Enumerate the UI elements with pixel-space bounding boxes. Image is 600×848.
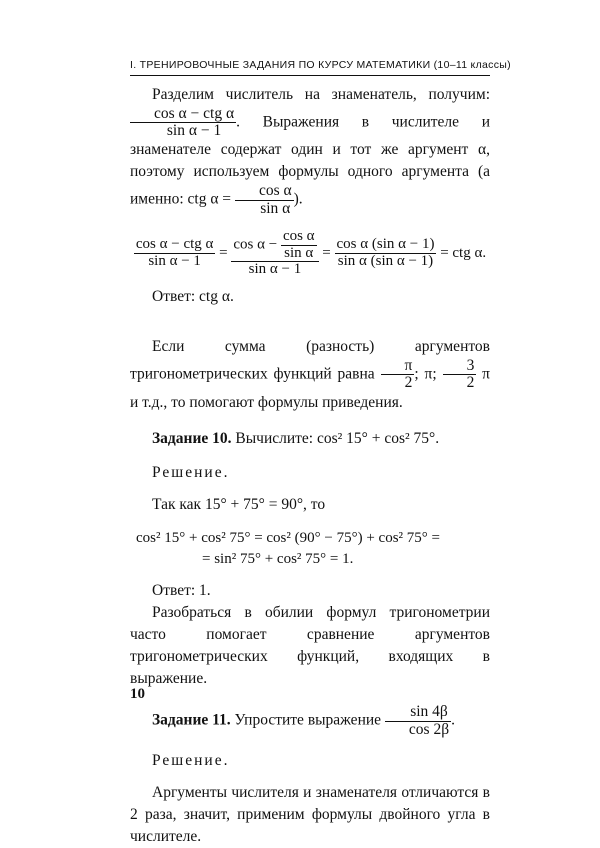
paragraph-reduction-formulas — [130, 336, 490, 414]
formula-simplification — [130, 229, 490, 278]
division-text-end: ). — [293, 190, 303, 208]
reduction-text-1: Если сумма (разность) аргументов тригонометрических функций равна — [130, 338, 490, 383]
fraction-cos-ctg-over-sin — [130, 106, 236, 140]
inner-fraction — [281, 229, 317, 262]
reduction-text-3: π и т.д., то помогают формулы приведения. — [130, 365, 491, 411]
equation-line-2: = sin² 75° + cos² 75° = 1. — [202, 551, 354, 568]
solution-label-11: Решение. — [152, 751, 230, 769]
task-11-end: . — [451, 711, 455, 729]
task-10-label: Задание 10. — [152, 429, 232, 447]
fraction-denominator: cos 2β — [408, 720, 450, 738]
fraction-numerator: cos α — [235, 183, 294, 200]
equals-sign: = — [322, 245, 331, 262]
fraction-denominator: sin α − 1 — [248, 261, 302, 278]
answer-task-10: Ответ: 1. — [152, 582, 211, 600]
fraction-numerator — [231, 229, 318, 263]
fraction-denominator: sin α − 1 — [166, 122, 222, 140]
paragraph-compare-arguments: Разобраться в обилии формул тригонометрии часто помогает сравнение аргументов тригонометрических функций, входящих в выражение. — [130, 604, 490, 688]
fraction-numerator: cos α (sin α − 1) — [336, 236, 435, 253]
paragraph-division — [130, 84, 490, 217]
task-11 — [130, 704, 490, 738]
fraction-denominator: 2 — [466, 374, 475, 392]
paragraph-double-angle: Аргументы числителя и знаменателя отличаются в 2 раза, значит, применим формулы двойного угла в числителе. — [130, 783, 490, 845]
fraction-denominator: sin α — [260, 199, 291, 217]
task-11-label: Задание 11. — [152, 711, 231, 729]
fraction-numerator: cos α − ctg α — [135, 236, 214, 253]
fraction-denominator: sin α (sin α − 1) — [337, 253, 434, 270]
fraction-denominator: sin α − 1 — [148, 253, 201, 270]
page-content — [130, 58, 511, 848]
equation-task-10 — [130, 528, 490, 571]
fraction-ctg-definition — [235, 183, 294, 217]
fraction-numerator: π — [381, 358, 415, 375]
compound-numerator-lead: cos α − — [233, 236, 278, 253]
fraction-denominator: 2 — [404, 374, 413, 392]
answer-ctg: Ответ: ctg α. — [152, 288, 234, 306]
formula-fraction-3 — [335, 237, 437, 270]
task-10 — [130, 428, 490, 450]
reduction-text-2: ; π; — [414, 365, 443, 383]
fraction-sin4b-over-cos2b — [385, 704, 451, 738]
fraction-pi-over-2 — [381, 358, 415, 392]
page-number: 10 — [130, 686, 145, 702]
formula-fraction-1 — [134, 237, 216, 270]
fraction-numerator: 3 — [443, 358, 477, 375]
division-lead: Разделим числитель на знаменатель, получим: — [152, 85, 490, 103]
division-text: . Выражения в числителе и знаменателе содержат один и тот же аргумент α, поэтому используем формулы одного аргумента (а именно: ctg α = — [130, 113, 490, 208]
formula-fraction-2 — [231, 229, 318, 278]
fraction-denominator: sin α — [284, 244, 314, 261]
fraction-numerator: sin 4β — [385, 704, 451, 721]
fraction-three-halves — [443, 358, 477, 392]
formula-result: = ctg α. — [440, 245, 487, 262]
since-line: Так как 15° + 75° = 90°, то — [152, 495, 326, 513]
equals-sign: = — [219, 245, 228, 262]
task-11-text: Упростите выражение — [230, 711, 385, 729]
running-header: I. ТРЕНИРОВОЧНЫЕ ЗАДАНИЯ ПО КУРСУ МАТЕМАТИКИ (10–11 классы) — [130, 58, 490, 76]
task-10-text: Вычислите: cos² 15° + cos² 75°. — [231, 429, 440, 447]
fraction-numerator: cos α — [282, 227, 315, 244]
solution-label-10: Решение. — [152, 463, 230, 481]
fraction-numerator: cos α − ctg α — [130, 106, 236, 123]
equation-line-1: cos² 15° + cos² 75° = cos² (90° − 75°) + cos² 75° = — [136, 529, 440, 546]
